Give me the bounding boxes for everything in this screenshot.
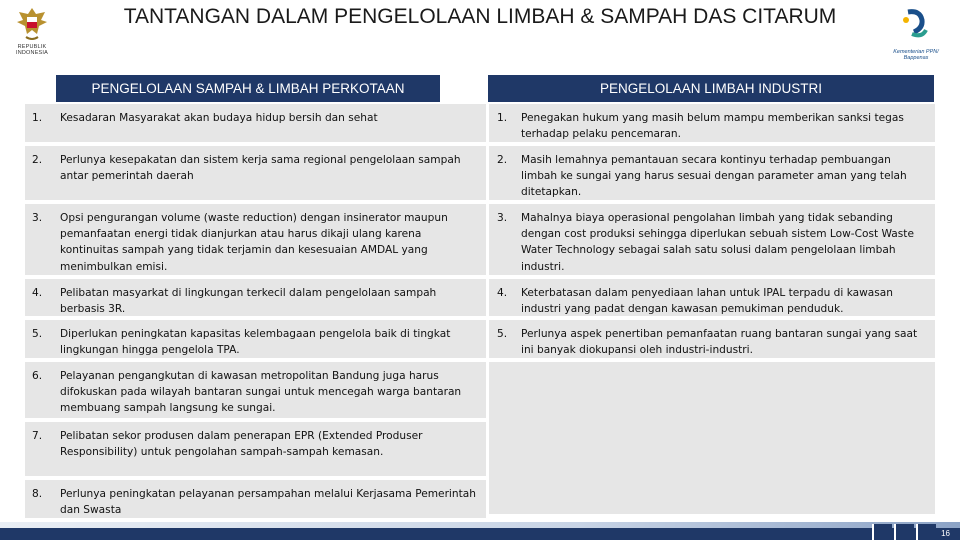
item-number: 4. — [497, 287, 508, 299]
item-number: 3. — [497, 212, 508, 224]
item-text: Pelibatan masyarkat di lingkungan terkecil dalam pengelolaan sampah berbasis 3R. — [60, 287, 437, 316]
bappenas-emblem-icon — [886, 8, 946, 44]
item-number: 5. — [32, 328, 43, 340]
left-column-header: PENGELOLAAN SAMPAH & LIMBAH PERKOTAAN — [56, 75, 440, 102]
logo-caption-1: REPUBLIK — [17, 44, 47, 50]
list-item — [25, 320, 486, 358]
footer-bar — [0, 528, 960, 540]
left-column — [25, 104, 486, 522]
item-number: 2. — [32, 154, 43, 166]
list-item — [489, 279, 935, 316]
item-number: 6. — [32, 370, 43, 382]
item-number: 5. — [497, 328, 508, 340]
item-number: 1. — [32, 112, 43, 124]
logo-caption-2: INDONESIA — [15, 50, 49, 56]
item-text: Masih lemahnya pemantauan secara kontinyu terhadap pembuangan limbah ke sungai yang harus sesuai dengan parameter aman yang telah ditetapkan. — [521, 154, 907, 199]
item-number: 7. — [32, 430, 43, 442]
list-item — [25, 204, 486, 275]
list-item — [25, 146, 486, 200]
empty-panel — [489, 362, 935, 514]
item-text: Keterbatasan dalam penyediaan lahan untuk IPAL terpadu di kawasan industri yang padat dengan kawasan pemukiman penduduk. — [521, 287, 894, 316]
right-column — [489, 104, 935, 518]
list-item — [25, 480, 486, 518]
garuda-emblem-icon — [15, 4, 49, 44]
right-column-header: PENGELOLAAN LIMBAH INDUSTRI — [488, 75, 934, 102]
list-item — [489, 104, 935, 142]
item-number: 1. — [497, 112, 508, 124]
item-text: Kesadaran Masyarakat akan budaya hidup bersih dan sehat — [60, 112, 378, 124]
list-item — [489, 204, 935, 275]
list-item — [25, 104, 486, 142]
footer-square — [916, 524, 936, 540]
item-text: Penegakan hukum yang masih belum mampu memberikan sanksi tegas terhadap pelaku pencemaran. — [521, 112, 904, 141]
logo-caption-1: Kementerian PPN/ — [893, 49, 939, 55]
item-text: Opsi pengurangan volume (waste reduction) dengan insinerator maupun pemanfaatan energi tidak dianjurkan atau harus dikaji ulang karena kontinuitas sampah yang tidak terjamin dan kesesuaian AMDAL yang menimbulkan emisi. — [60, 212, 448, 273]
item-text: Mahalnya biaya operasional pengolahan limbah yang tidak sebanding dengan cost produksi sehingga diperlukan sebuah sistem Low-Cost Waste Water Technology sebagai salah satu solusi dalam pengelolaan limbah industri. — [521, 212, 914, 273]
logo-caption-2: Bappenas — [903, 55, 929, 61]
item-text: Pelayanan pengangkutan di kawasan metropolitan Bandung juga harus difokuskan pada wilayah bantaran sungai untuk mencegah warga bantaran membuang sampah langsung ke sungai. — [60, 370, 462, 415]
footer-square — [894, 524, 914, 540]
item-text: Perlunya kesepakatan dan sistem kerja sama regional pengelolaan sampah antar pemerintah daerah — [60, 154, 461, 183]
item-number: 4. — [32, 287, 43, 299]
item-number: 8. — [32, 488, 43, 500]
item-number: 2. — [497, 154, 508, 166]
list-item — [25, 362, 486, 418]
item-text: Perlunya aspek penertiban pemanfaatan ruang bantaran sungai yang saat ini banyak diokupansi oleh industri-industri. — [521, 328, 918, 357]
garuda-logo — [8, 4, 56, 62]
item-text: Perlunya peningkatan pelayanan persampahan melalui Kerjasama Pemerintah dan Swasta — [60, 488, 476, 517]
list-item — [489, 146, 935, 200]
item-number: 3. — [32, 212, 43, 224]
page-number: 16 — [941, 529, 950, 538]
list-item — [489, 320, 935, 358]
bappenas-logo — [886, 8, 946, 64]
page-title: TANTANGAN DALAM PENGELOLAAN LIMBAH & SAMPAH DAS CITARUM — [123, 5, 837, 28]
list-item — [25, 422, 486, 476]
item-text: Diperlukan peningkatan kapasitas kelembagaan pengelola baik di tingkat lingkungan hingga pengelola TPA. — [60, 328, 451, 357]
item-text: Pelibatan sekor produsen dalam penerapan EPR (Extended Produser Responsibility) untuk pengolahan sampah-sampah kemasan. — [60, 430, 423, 459]
list-item — [25, 279, 486, 316]
footer-square — [872, 524, 892, 540]
